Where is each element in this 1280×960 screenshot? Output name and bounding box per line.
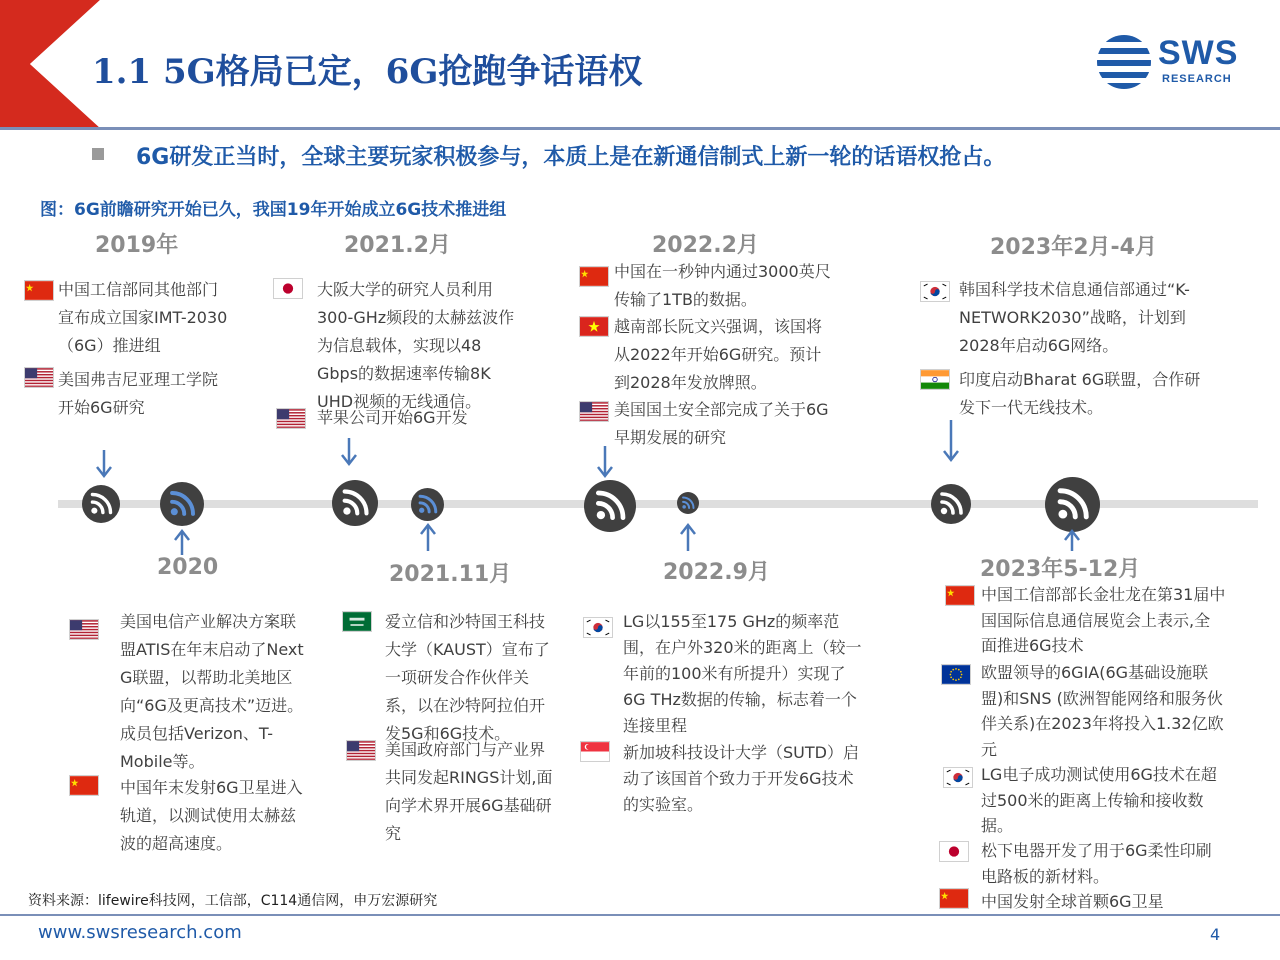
signal-icon bbox=[677, 492, 699, 514]
signal-icon bbox=[931, 484, 971, 524]
china-flag-icon bbox=[946, 586, 974, 605]
event-2021-2-usa: 苹果公司开始6G开发 bbox=[317, 408, 468, 427]
usa-flag-icon bbox=[70, 620, 98, 639]
date-2023-5-12: 2023年5-12月 bbox=[980, 557, 1141, 582]
node-2022-2 bbox=[584, 480, 636, 532]
node-2019 bbox=[82, 485, 120, 523]
event-2022-9-singapore: 新加坡科技设计大学（SUTD）启动了该国首个致力于开发6G技术的实验室。 bbox=[623, 743, 859, 814]
signal-icon bbox=[411, 488, 444, 521]
event-2023-2-4-korea: 韩国科学技术信息通信部通过“K-NETWORK2030”战略，计划到2028年启动6G网络。 bbox=[959, 280, 1190, 355]
arrow-up-icon bbox=[418, 522, 438, 552]
arrow-up-icon bbox=[678, 522, 698, 552]
korea-flag-icon bbox=[921, 282, 949, 301]
event-2022-9-korea: LG以155至175 GHz的频率范围，在户外320米的距离上（较一年前的100米有所提升）实现了6G THz数据的传输，标志着一个连接里程 bbox=[623, 612, 862, 735]
node-2023-5-12 bbox=[1045, 477, 1100, 532]
china-flag-icon bbox=[70, 776, 98, 795]
vietnam-flag-icon bbox=[580, 317, 608, 336]
event-2020-china: 中国年末发射6G卫星进入轨道，以测试使用太赫兹波的超高速度。 bbox=[120, 778, 303, 853]
eu-flag-icon bbox=[942, 665, 970, 684]
event-2023-2-4-india: 印度启动Bharat 6G联盟，合作研发下一代无线技术。 bbox=[959, 370, 1201, 417]
arrow-down-icon bbox=[594, 446, 616, 480]
logo-globe-icon bbox=[1094, 32, 1156, 92]
arrow-down-icon bbox=[94, 448, 114, 480]
logo-text: SWS bbox=[1158, 34, 1239, 72]
date-2021-2: 2021.2月 bbox=[344, 233, 451, 258]
node-2023-2-4 bbox=[931, 484, 971, 524]
event-2023-5-12-china: 中国工信部部长金壮龙在第31届中国国际信息通信展览会上表示,全面推进6G技术 bbox=[981, 585, 1226, 655]
china-flag-icon bbox=[940, 889, 968, 908]
event-2022-2-vietnam: 越南部长阮文兴强调，该国将从2022年开始6G研究。预计到2028年发放牌照。 bbox=[614, 317, 823, 392]
signal-icon bbox=[1045, 477, 1100, 532]
header-rule bbox=[0, 127, 1280, 130]
event-2023-5-12-japan: 松下电器开发了用于6G柔性印刷电路板的新材料。 bbox=[981, 841, 1212, 886]
japan-flag-icon bbox=[274, 279, 302, 298]
arrow-down-icon bbox=[339, 436, 359, 468]
event-2019-china: 中国工信部同其他部门宣布成立国家IMT-2030（6G）推进组 bbox=[58, 280, 228, 355]
usa-flag-icon bbox=[580, 402, 608, 421]
event-2021-2-japan: 大阪大学的研究人员利用300-GHz频段的太赫兹波作为信息载体，实现以48 Gbps的数据速率传输8K UHD视频的无线通信。 bbox=[317, 280, 515, 411]
signal-icon bbox=[584, 480, 636, 532]
usa-flag-icon bbox=[25, 368, 53, 387]
bullet-square bbox=[92, 148, 104, 160]
node-2021-2 bbox=[332, 480, 378, 526]
date-2022-9: 2022.9月 bbox=[663, 560, 770, 585]
date-2019: 2019年 bbox=[95, 233, 179, 258]
signal-icon bbox=[332, 480, 378, 526]
event-2021-11-usa: 美国政府部门与产业界共同发起RINGS计划,面向学术界开展6G基础研究 bbox=[385, 740, 553, 843]
signal-icon bbox=[82, 485, 120, 523]
page-number: 4 bbox=[1210, 925, 1221, 944]
china-flag-icon bbox=[580, 267, 608, 286]
website-link[interactable]: www.swsresearch.com bbox=[38, 922, 242, 943]
event-2020-usa: 美国电信产业解决方案联盟ATIS在年末启动了Next G联盟，以帮助北美地区向“6G及更高技术”迈进。成员包括Verizon、T-Mobile等。 bbox=[120, 612, 304, 771]
source-note: 资料来源：lifewire科技网，工信部，C114通信网，申万宏源研究 bbox=[28, 893, 438, 909]
event-2023-5-12-eu: 欧盟领导的6GIA(6G基础设施联盟)和SNS (欧洲智能网络和服务伙伴关系)在2023年将投入1.32亿欧元 bbox=[981, 663, 1224, 759]
event-2023-5-12-china-satellite: 中国发射全球首颗6G卫星 bbox=[981, 892, 1164, 911]
node-2021-11 bbox=[411, 488, 444, 521]
event-2021-11-saudi: 爱立信和沙特国王科技大学（KAUST）宣布了一项研发合作伙伴关系，以在沙特阿拉伯开发5G和6G技术。 bbox=[385, 612, 550, 743]
date-2021-11: 2021.11月 bbox=[389, 562, 512, 587]
date-2020: 2020 bbox=[157, 555, 219, 580]
figure-title: 图：6G前瞻研究开始已久，我国19年开始成立6G技术推进组 bbox=[40, 200, 507, 220]
usa-flag-icon bbox=[347, 741, 375, 760]
arrow-down-icon bbox=[940, 420, 962, 464]
singapore-flag-icon bbox=[581, 742, 609, 761]
usa-flag-icon bbox=[277, 409, 305, 428]
sws-logo bbox=[1094, 32, 1264, 92]
arrow-up-icon bbox=[1062, 528, 1082, 552]
china-flag-icon bbox=[25, 281, 53, 300]
logo-subtext: RESEARCH bbox=[1162, 73, 1232, 85]
event-2022-2-china: 中国在一秒钟内通过3000英尺传输了1TB的数据。 bbox=[614, 262, 831, 309]
signal-icon bbox=[160, 482, 204, 526]
korea-flag-icon bbox=[584, 618, 612, 637]
footer-rule bbox=[0, 914, 1280, 916]
date-2022-2: 2022.2月 bbox=[652, 233, 759, 258]
event-2019-usa: 美国弗吉尼亚理工学院开始6G研究 bbox=[58, 370, 219, 417]
node-2020 bbox=[160, 482, 204, 526]
event-2022-2-usa: 美国国土安全部完成了关于6G早期发展的研究 bbox=[614, 400, 829, 447]
page-title: 1.1 5G格局已定，6G抢跑争话语权 bbox=[92, 52, 643, 92]
node-2022-9 bbox=[677, 492, 699, 514]
event-2023-5-12-korea: LG电子成功测试使用6G技术在超过500米的距离上传输和接收数据。 bbox=[981, 765, 1217, 835]
arrow-up-icon bbox=[172, 528, 192, 556]
korea-flag-icon bbox=[944, 768, 972, 787]
japan-flag-icon bbox=[940, 842, 968, 861]
india-flag-icon bbox=[921, 370, 949, 389]
saudi-flag-icon bbox=[343, 612, 371, 631]
date-2023-2-4: 2023年2月-4月 bbox=[990, 235, 1157, 260]
subtitle: 6G研发正当时，全球主要玩家积极参与，本质上是在新通信制式上新一轮的话语权抢占。 bbox=[136, 145, 1006, 170]
